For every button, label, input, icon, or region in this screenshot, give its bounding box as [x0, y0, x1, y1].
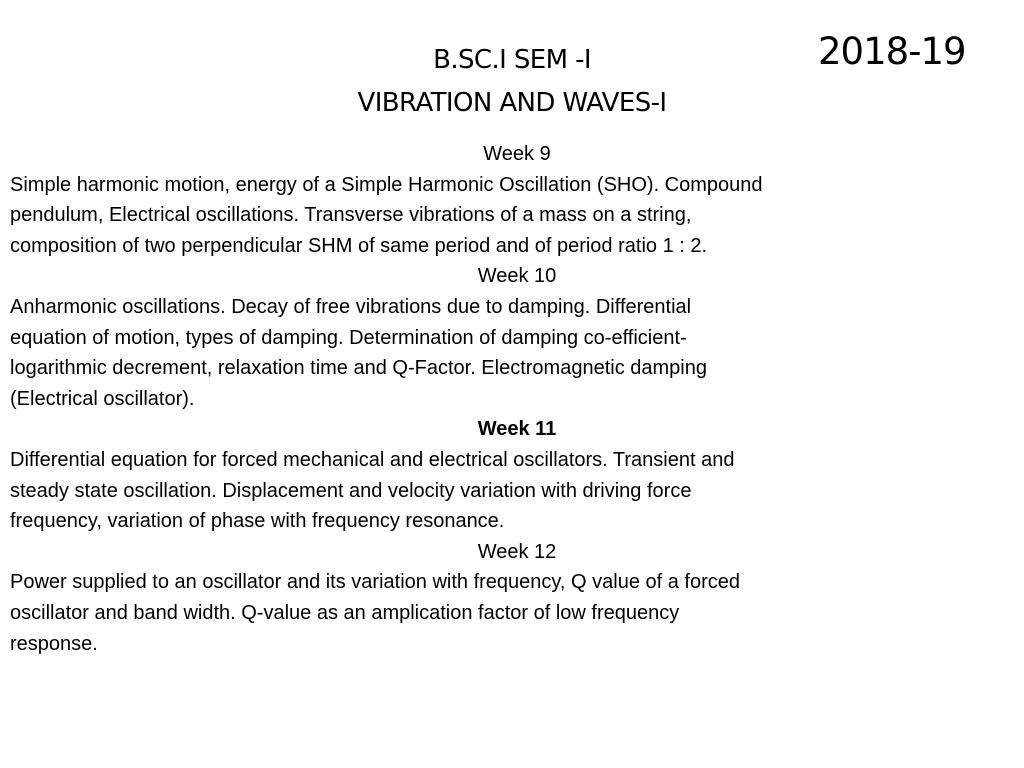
- week-text-line: frequency, variation of phase with frequency resonance.: [10, 510, 505, 533]
- week-text-line: composition of two perpendicular SHM of same period and of period ratio 1 : 2.: [10, 234, 708, 257]
- week-text-line: steady state oscillation. Displacement and velocity variation with driving force: [10, 479, 692, 502]
- week-heading: Week 9: [483, 143, 551, 165]
- week-text-line: response.: [10, 632, 98, 655]
- week-heading: Week 12: [477, 540, 557, 563]
- week-text-line: oscillator and band width. Q-value as an amplication factor of low frequency: [10, 601, 680, 624]
- subject-title: VIBRATION AND WAVES-I: [357, 88, 667, 118]
- week-text-line: pendulum, Electrical oscillations. Transverse vibrations of a mass on a string,: [10, 204, 692, 227]
- week-heading: Week 11: [477, 418, 557, 441]
- week-text-line: (Electrical oscillator).: [10, 387, 195, 410]
- week-heading: Week 10: [477, 265, 557, 288]
- week-text-line: Simple harmonic motion, energy of a Simple Harmonic Oscillation (SHO). Compound: [10, 173, 763, 196]
- year-label: 2018-19: [818, 30, 966, 73]
- week-text-line: Differential equation for forced mechanical and electrical oscillators. Transient and: [10, 448, 735, 471]
- syllabus-body: [10, 139, 1014, 659]
- week-text-line: logarithmic decrement, relaxation time and Q-Factor. Electromagnetic damping: [10, 357, 707, 380]
- week-text-line: Anharmonic oscillations. Decay of free vibrations due to damping. Differential: [10, 295, 692, 318]
- week-text-line: Power supplied to an oscillator and its variation with frequency, Q value of a forced: [10, 571, 741, 594]
- week-text-line: equation of motion, types of damping. Determination of damping co-efficient-: [10, 326, 687, 349]
- course-title: B.SC.I SEM -I: [433, 45, 591, 75]
